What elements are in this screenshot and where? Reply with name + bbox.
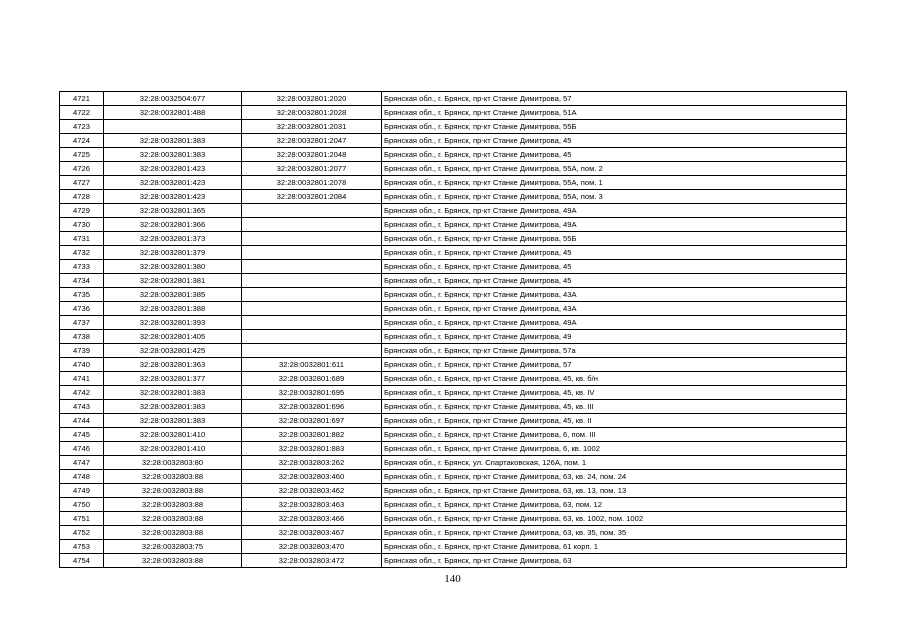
table-row [60, 190, 847, 204]
table-row [60, 148, 847, 162]
object-cadastral-number-cell: 32:28:0032803:460 [242, 470, 382, 484]
row-number-cell: 4734 [60, 274, 104, 288]
address-cell: Брянская обл., г. Брянск, пр-кт Станке Димитрова, 63, пом. 12 [382, 498, 847, 512]
parcel-cadastral-number-cell: 32:28:0032801:381 [104, 274, 242, 288]
parcel-cadastral-number-cell: 32:28:0032801:425 [104, 344, 242, 358]
table-row [60, 218, 847, 232]
parcel-cadastral-number-cell: 32:28:0032801:380 [104, 260, 242, 274]
row-number-cell: 4726 [60, 162, 104, 176]
row-number-cell: 4745 [60, 428, 104, 442]
address-cell: Брянская обл., г. Брянск, пр-кт Станке Димитрова, 49А [382, 218, 847, 232]
address-cell: Брянская обл., г. Брянск, пр-кт Станке Димитрова, 61 корп. 1 [382, 540, 847, 554]
table-row [60, 498, 847, 512]
object-cadastral-number-cell: 32:28:0032801:2020 [242, 92, 382, 106]
table-row [60, 372, 847, 386]
row-number-cell: 4750 [60, 498, 104, 512]
cadastral-table [59, 91, 847, 568]
address-cell: Брянская обл., г. Брянск, пр-кт Станке Димитрова, 45 [382, 134, 847, 148]
parcel-cadastral-number-cell: 32:28:0032801:365 [104, 204, 242, 218]
parcel-cadastral-number-cell: 32:28:0032801:405 [104, 330, 242, 344]
table-row [60, 162, 847, 176]
address-cell: Брянская обл., г. Брянск, пр-кт Станке Димитрова, 45, кв. II [382, 414, 847, 428]
row-number-cell: 4754 [60, 554, 104, 568]
table-row [60, 386, 847, 400]
row-number-cell: 4737 [60, 316, 104, 330]
table-row [60, 540, 847, 554]
object-cadastral-number-cell: 32:28:0032803:472 [242, 554, 382, 568]
table-row [60, 344, 847, 358]
object-cadastral-number-cell: 32:28:0032803:466 [242, 512, 382, 526]
table-row [60, 554, 847, 568]
table-row [60, 330, 847, 344]
address-cell: Брянская обл., г. Брянск, пр-кт Станке Димитрова, 49А [382, 204, 847, 218]
row-number-cell: 4725 [60, 148, 104, 162]
table-row [60, 526, 847, 540]
table-row [60, 176, 847, 190]
parcel-cadastral-number-cell: 32:28:0032504:677 [104, 92, 242, 106]
table-row [60, 442, 847, 456]
table-row [60, 274, 847, 288]
address-cell: Брянская обл., г. Брянск, пр-кт Станке Димитрова, 45 [382, 246, 847, 260]
address-cell: Брянская обл., г. Брянск, пр-кт Станке Димитрова, 45, кв. IV [382, 386, 847, 400]
object-cadastral-number-cell: 32:28:0032801:2078 [242, 176, 382, 190]
row-number-cell: 4746 [60, 442, 104, 456]
object-cadastral-number-cell [242, 260, 382, 274]
table-row [60, 120, 847, 134]
object-cadastral-number-cell: 32:28:0032801:2084 [242, 190, 382, 204]
parcel-cadastral-number-cell: 32:28:0032801:383 [104, 400, 242, 414]
row-number-cell: 4736 [60, 302, 104, 316]
table-row [60, 302, 847, 316]
row-number-cell: 4728 [60, 190, 104, 204]
table-row [60, 358, 847, 372]
address-cell: Брянская обл., г. Брянск, пр-кт Станке Димитрова, 51А [382, 106, 847, 120]
object-cadastral-number-cell: 32:28:0032801:2077 [242, 162, 382, 176]
parcel-cadastral-number-cell: 32:28:0032801:366 [104, 218, 242, 232]
parcel-cadastral-number-cell: 32:28:0032801:423 [104, 176, 242, 190]
parcel-cadastral-number-cell: 32:28:0032801:488 [104, 106, 242, 120]
row-number-cell: 4733 [60, 260, 104, 274]
parcel-cadastral-number-cell [104, 120, 242, 134]
table-row [60, 204, 847, 218]
cadastral-table-body [60, 92, 847, 568]
parcel-cadastral-number-cell: 32:28:0032801:383 [104, 386, 242, 400]
address-cell: Брянская обл., г. Брянск, пр-кт Станке Димитрова, 6, кв. 1002 [382, 442, 847, 456]
address-cell: Брянская обл., г. Брянск, пр-кт Станке Димитрова, 63, кв. 35, пом. 35 [382, 526, 847, 540]
parcel-cadastral-number-cell: 32:28:0032803:88 [104, 512, 242, 526]
row-number-cell: 4724 [60, 134, 104, 148]
table-row [60, 260, 847, 274]
address-cell: Брянская обл., г. Брянск, пр-кт Станке Димитрова, 6, пом. III [382, 428, 847, 442]
object-cadastral-number-cell: 32:28:0032803:470 [242, 540, 382, 554]
row-number-cell: 4729 [60, 204, 104, 218]
address-cell: Брянская обл., г. Брянск, пр-кт Станке Димитрова, 45, кв. III [382, 400, 847, 414]
object-cadastral-number-cell [242, 274, 382, 288]
parcel-cadastral-number-cell: 32:28:0032801:388 [104, 302, 242, 316]
address-cell: Брянская обл., г. Брянск, пр-кт Станке Димитрова, 43А [382, 302, 847, 316]
address-cell: Брянская обл., г. Брянск, пр-кт Станке Димитрова, 55А, пом. 3 [382, 190, 847, 204]
object-cadastral-number-cell: 32:28:0032803:463 [242, 498, 382, 512]
object-cadastral-number-cell: 32:28:0032803:467 [242, 526, 382, 540]
row-number-cell: 4722 [60, 106, 104, 120]
row-number-cell: 4731 [60, 232, 104, 246]
parcel-cadastral-number-cell: 32:28:0032801:383 [104, 134, 242, 148]
row-number-cell: 4739 [60, 344, 104, 358]
object-cadastral-number-cell: 32:28:0032801:689 [242, 372, 382, 386]
address-cell: Брянская обл., г. Брянск, пр-кт Станке Димитрова, 63, кв. 13, пом. 13 [382, 484, 847, 498]
address-cell: Брянская обл., г. Брянск, пр-кт Станке Димитрова, 49А [382, 316, 847, 330]
table-row [60, 134, 847, 148]
row-number-cell: 4749 [60, 484, 104, 498]
table-row [60, 470, 847, 484]
object-cadastral-number-cell: 32:28:0032801:695 [242, 386, 382, 400]
object-cadastral-number-cell [242, 302, 382, 316]
address-cell: Брянская обл., г. Брянск, пр-кт Станке Димитрова, 57 [382, 358, 847, 372]
row-number-cell: 4752 [60, 526, 104, 540]
object-cadastral-number-cell [242, 218, 382, 232]
object-cadastral-number-cell [242, 204, 382, 218]
row-number-cell: 4741 [60, 372, 104, 386]
row-number-cell: 4723 [60, 120, 104, 134]
parcel-cadastral-number-cell: 32:28:0032801:410 [104, 442, 242, 456]
address-cell: Брянская обл., г. Брянск, пр-кт Станке Димитрова, 63, кв. 1002, пом. 1002 [382, 512, 847, 526]
row-number-cell: 4727 [60, 176, 104, 190]
parcel-cadastral-number-cell: 32:28:0032801:373 [104, 232, 242, 246]
object-cadastral-number-cell: 32:28:0032801:2048 [242, 148, 382, 162]
address-cell: Брянская обл., г. Брянск, пр-кт Станке Димитрова, 45 [382, 274, 847, 288]
page-number: 140 [444, 573, 461, 585]
object-cadastral-number-cell: 32:28:0032801:696 [242, 400, 382, 414]
table-row [60, 92, 847, 106]
row-number-cell: 4743 [60, 400, 104, 414]
row-number-cell: 4735 [60, 288, 104, 302]
row-number-cell: 4721 [60, 92, 104, 106]
address-cell: Брянская обл., г. Брянск, пр-кт Станке Димитрова, 55Б [382, 120, 847, 134]
object-cadastral-number-cell [242, 246, 382, 260]
table-row [60, 428, 847, 442]
address-cell: Брянская обл., г. Брянск, пр-кт Станке Димитрова, 43А [382, 288, 847, 302]
row-number-cell: 4753 [60, 540, 104, 554]
row-number-cell: 4740 [60, 358, 104, 372]
address-cell: Брянская обл., г. Брянск, пр-кт Станке Димитрова, 55А, пом. 1 [382, 176, 847, 190]
parcel-cadastral-number-cell: 32:28:0032801:423 [104, 162, 242, 176]
parcel-cadastral-number-cell: 32:28:0032803:88 [104, 554, 242, 568]
address-cell: Брянская обл., г. Брянск, пр-кт Станке Димитрова, 55А, пом. 2 [382, 162, 847, 176]
parcel-cadastral-number-cell: 32:28:0032803:88 [104, 526, 242, 540]
table-row [60, 512, 847, 526]
parcel-cadastral-number-cell: 32:28:0032803:88 [104, 498, 242, 512]
object-cadastral-number-cell: 32:28:0032801:883 [242, 442, 382, 456]
object-cadastral-number-cell: 32:28:0032803:462 [242, 484, 382, 498]
address-cell: Брянская обл., г. Брянск, пр-кт Станке Димитрова, 55Б [382, 232, 847, 246]
parcel-cadastral-number-cell: 32:28:0032801:363 [104, 358, 242, 372]
parcel-cadastral-number-cell: 32:28:0032801:423 [104, 190, 242, 204]
table-row [60, 288, 847, 302]
table-row [60, 456, 847, 470]
object-cadastral-number-cell: 32:28:0032801:2028 [242, 106, 382, 120]
object-cadastral-number-cell: 32:28:0032801:2047 [242, 134, 382, 148]
object-cadastral-number-cell [242, 344, 382, 358]
row-number-cell: 4751 [60, 512, 104, 526]
address-cell: Брянская обл., г. Брянск, пр-кт Станке Димитрова, 63 [382, 554, 847, 568]
parcel-cadastral-number-cell: 32:28:0032803:80 [104, 456, 242, 470]
address-cell: Брянская обл., г. Брянск, пр-кт Станке Димитрова, 57 [382, 92, 847, 106]
object-cadastral-number-cell: 32:28:0032801:882 [242, 428, 382, 442]
parcel-cadastral-number-cell: 32:28:0032803:75 [104, 540, 242, 554]
parcel-cadastral-number-cell: 32:28:0032803:88 [104, 470, 242, 484]
row-number-cell: 4747 [60, 456, 104, 470]
row-number-cell: 4730 [60, 218, 104, 232]
object-cadastral-number-cell [242, 330, 382, 344]
row-number-cell: 4738 [60, 330, 104, 344]
address-cell: Брянская обл., г. Брянск, пр-кт Станке Димитрова, 45 [382, 148, 847, 162]
object-cadastral-number-cell: 32:28:0032801:2031 [242, 120, 382, 134]
object-cadastral-number-cell: 32:28:0032803:262 [242, 456, 382, 470]
parcel-cadastral-number-cell: 32:28:0032801:377 [104, 372, 242, 386]
table-row [60, 484, 847, 498]
parcel-cadastral-number-cell: 32:28:0032801:379 [104, 246, 242, 260]
table-row [60, 246, 847, 260]
parcel-cadastral-number-cell: 32:28:0032801:385 [104, 288, 242, 302]
object-cadastral-number-cell [242, 288, 382, 302]
parcel-cadastral-number-cell: 32:28:0032803:88 [104, 484, 242, 498]
address-cell: Брянская обл., г. Брянск, ул. Спартаковская, 126А, пом. 1 [382, 456, 847, 470]
table-row [60, 106, 847, 120]
object-cadastral-number-cell [242, 232, 382, 246]
row-number-cell: 4732 [60, 246, 104, 260]
address-cell: Брянская обл., г. Брянск, пр-кт Станке Димитрова, 49 [382, 330, 847, 344]
row-number-cell: 4744 [60, 414, 104, 428]
object-cadastral-number-cell [242, 316, 382, 330]
table-row [60, 316, 847, 330]
table-row [60, 400, 847, 414]
row-number-cell: 4748 [60, 470, 104, 484]
object-cadastral-number-cell: 32:28:0032801:697 [242, 414, 382, 428]
parcel-cadastral-number-cell: 32:28:0032801:383 [104, 148, 242, 162]
row-number-cell: 4742 [60, 386, 104, 400]
parcel-cadastral-number-cell: 32:28:0032801:383 [104, 414, 242, 428]
parcel-cadastral-number-cell: 32:28:0032801:410 [104, 428, 242, 442]
table-row [60, 414, 847, 428]
address-cell: Брянская обл., г. Брянск, пр-кт Станке Димитрова, 63, кв. 24, пом. 24 [382, 470, 847, 484]
address-cell: Брянская обл., г. Брянск, пр-кт Станке Димитрова, 45, кв. б/н [382, 372, 847, 386]
object-cadastral-number-cell: 32:28:0032801:611 [242, 358, 382, 372]
table-row [60, 232, 847, 246]
parcel-cadastral-number-cell: 32:28:0032801:393 [104, 316, 242, 330]
address-cell: Брянская обл., г. Брянск, пр-кт Станке Димитрова, 45 [382, 260, 847, 274]
address-cell: Брянская обл., г. Брянск, пр-кт Станке Димитрова, 57а [382, 344, 847, 358]
